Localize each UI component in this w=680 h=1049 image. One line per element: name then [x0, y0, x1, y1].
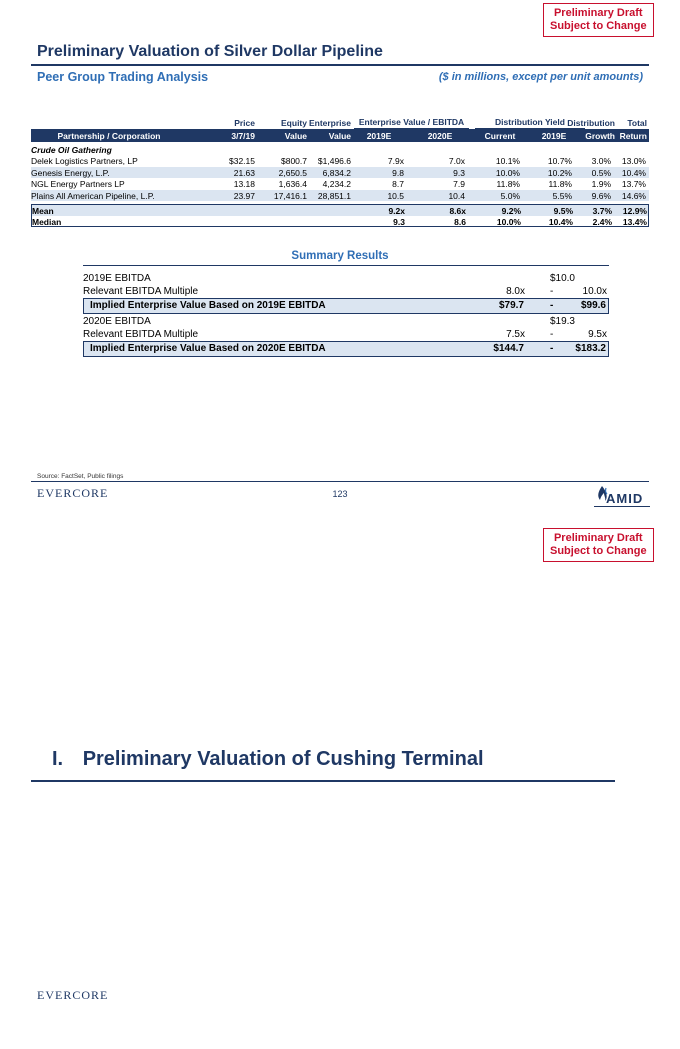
cell-price: 13.18: [233, 179, 255, 189]
units-note: ($ in millions, except per unit amounts): [438, 71, 643, 83]
hdr-enterprise: Enterprise: [308, 118, 351, 128]
mean-row: [32, 205, 648, 216]
implied-2020-low: $144.7: [493, 343, 524, 354]
cell-yc: 11.8%: [496, 179, 520, 189]
table-row: [31, 178, 649, 190]
ebitda-2019-value: $10.0: [549, 273, 575, 284]
section-title: Preliminary Valuation of Cushing Terminal: [82, 748, 484, 770]
table-header-bottom: [31, 129, 649, 142]
cell-growth: 9.6%: [591, 190, 611, 201]
cell-ev2019: 8.7: [392, 179, 404, 189]
draft-stamp-top: [543, 3, 654, 37]
cell-name: Genesis Energy, L.P.: [31, 167, 110, 178]
multiple-2020-dash: -: [550, 328, 554, 340]
cell-ev2019: 9.8: [392, 167, 404, 178]
multiple-2019-label: Relevant EBITDA Multiple: [83, 285, 199, 297]
draft-stamp-bottom: [543, 528, 654, 562]
cell-y19: 10.2%: [547, 167, 572, 178]
mean-growth: 3.7%: [592, 206, 612, 216]
ebitda-2019-label: 2019E EBITDA: [83, 273, 151, 284]
table-row: [31, 155, 649, 167]
hdr-ev-2019: 2019E: [366, 131, 392, 141]
cell-ev2020: 7.0x: [448, 156, 465, 166]
multiple-2020-label: Relevant EBITDA Multiple: [83, 328, 199, 340]
hdr-equity: Equity: [281, 118, 307, 128]
cell-name: Plains All American Pipeline, L.P.: [31, 190, 155, 201]
multiple-2020-low: 7.5x: [506, 328, 525, 340]
multiple-2019-line: [83, 286, 609, 299]
multiple-2019-dash: -: [550, 285, 554, 297]
cell-name: Delek Logistics Partners, LP: [31, 156, 138, 166]
table-row: [31, 167, 649, 179]
median-growth: 2.4%: [592, 216, 612, 227]
hdr-distribution: Distribution: [567, 118, 615, 128]
cell-equity: $800.7: [281, 156, 307, 166]
implied-2020-high: $183.2: [575, 343, 606, 354]
cell-y19: 11.8%: [548, 179, 572, 189]
hdr-dist-yield: Distribution Yield: [475, 117, 585, 129]
median-ev2020: 8.6: [454, 216, 466, 227]
hdr-yield-2019: 2019E: [541, 131, 567, 141]
hdr-yield-current: Current: [484, 131, 516, 141]
cell-ev: 28,851.1: [317, 190, 351, 201]
ebitda-2020-line: [83, 316, 609, 329]
cell-price: 21.63: [233, 167, 255, 178]
hdr-return: Return: [619, 131, 647, 141]
cell-growth: 1.9%: [591, 179, 611, 189]
summary-block-2020: [83, 316, 609, 357]
implied-2019-box: [83, 298, 609, 314]
cell-ev: 4,234.2: [322, 179, 351, 189]
multiple-2020-line: [83, 329, 609, 342]
title-rule: [31, 64, 649, 66]
cell-price: $32.15: [229, 156, 255, 166]
cell-price: 23.97: [233, 190, 255, 201]
multiple-2019-low: 8.0x: [506, 285, 525, 297]
page-number: 123: [332, 489, 348, 499]
peer-table: [31, 117, 649, 227]
cell-ret: 13.0%: [621, 156, 646, 166]
cell-ev2020: 10.4: [448, 190, 465, 201]
hdr-growth: Growth: [585, 131, 615, 141]
cell-yc: 5.0%: [500, 190, 520, 201]
ebitda-2020-label: 2020E EBITDA: [83, 316, 151, 327]
implied-2020-label: Implied Enterprise Value Based on 2020E EBITDA: [90, 343, 326, 354]
amid-logo: [594, 484, 650, 510]
cell-ev2019: 7.9x: [387, 156, 404, 166]
stats-box: [31, 204, 649, 227]
cell-ev: $1,496.6: [317, 156, 351, 166]
cell-ret: 10.4%: [621, 167, 646, 178]
cell-equity: 2,650.5: [278, 167, 307, 178]
cell-ev2020: 9.3: [453, 167, 465, 178]
mean-ev2020: 8.6x: [449, 206, 466, 216]
group-row: [31, 142, 649, 155]
median-yield-current: 10.0%: [496, 216, 521, 227]
mean-return: 12.9%: [622, 206, 647, 216]
cell-yc: 10.0%: [495, 167, 520, 178]
implied-2019-label: Implied Enterprise Value Based on 2019E EBITDA: [90, 300, 326, 311]
cell-name: NGL Energy Partners LP: [31, 179, 125, 189]
mean-yield-current: 9.2%: [501, 206, 521, 216]
ebitda-2019-line: [83, 273, 609, 286]
multiple-2020-high: 9.5x: [588, 328, 607, 340]
implied-2019-low: $79.7: [498, 300, 524, 311]
summary-rule: [83, 265, 609, 266]
stamp-line2-b: Subject to Change: [550, 545, 647, 557]
hdr-date: 3/7/19: [231, 131, 255, 141]
page-subtitle: Peer Group Trading Analysis: [37, 70, 209, 84]
multiple-2019-high: 10.0x: [582, 285, 607, 297]
cell-equity: 1,636.4: [278, 179, 307, 189]
cell-ev2020: 7.9: [453, 179, 465, 189]
median-row: [32, 216, 648, 227]
median-label: Median: [32, 216, 62, 227]
hdr-enterprise-value: Value: [328, 131, 351, 141]
mean-ev2019: 9.2x: [388, 206, 405, 216]
section-rule: [31, 780, 615, 782]
page-title: Preliminary Valuation of Silver Dollar Pipeline: [37, 43, 383, 60]
hdr-total: Total: [627, 118, 647, 128]
implied-2020-dash: -: [550, 343, 554, 354]
cell-ret: 13.7%: [621, 179, 646, 189]
mean-label: Mean: [32, 206, 54, 216]
cell-ret: 14.6%: [621, 190, 646, 201]
cell-equity: 17,416.1: [273, 190, 307, 201]
peer-rows: [31, 155, 649, 201]
amid-logo-text: AMID: [606, 491, 644, 506]
mean-yield-2019: 9.5%: [553, 206, 573, 216]
table-row: [31, 190, 649, 202]
hdr-ev-2020: 2020E: [427, 131, 453, 141]
stamp-line2: Subject to Change: [550, 20, 647, 32]
footer-rule: [31, 481, 649, 482]
summary-title: Summary Results: [291, 250, 389, 262]
hdr-ev-ebitda: Enterprise Value / EBITDA: [354, 117, 469, 129]
evercore-logo-2: EVERCORE: [37, 988, 109, 1002]
median-return: 13.4%: [622, 216, 647, 227]
stamp-line1-b: Preliminary Draft: [553, 532, 643, 544]
section-heading: [52, 748, 484, 771]
section-number: I.: [52, 748, 64, 770]
hdr-name: Partnership / Corporation: [57, 131, 161, 141]
implied-2019-dash: -: [550, 300, 554, 311]
median-ev2019: 9.3: [393, 216, 405, 227]
cell-growth: 3.0%: [591, 156, 611, 166]
cell-y19: 5.5%: [552, 190, 572, 201]
implied-2019-high: $99.6: [580, 300, 606, 311]
summary-block-2019: [83, 273, 609, 314]
cell-growth: 0.5%: [591, 167, 611, 178]
median-yield-2019: 10.4%: [548, 216, 573, 227]
cell-ev2019: 10.5: [387, 190, 404, 201]
cell-yc: 10.1%: [495, 156, 520, 166]
hdr-equity-value: Value: [284, 131, 307, 141]
evercore-logo: EVERCORE: [37, 486, 109, 500]
source-note: Source: FactSet, Public filings: [37, 473, 124, 480]
stamp-line1: Preliminary Draft: [553, 7, 643, 19]
hdr-price: Price: [234, 118, 255, 128]
table-header-top: [31, 117, 649, 129]
implied-2020-box: [83, 341, 609, 357]
group-label: Crude Oil Gathering: [31, 145, 112, 155]
cell-y19: 10.7%: [547, 156, 572, 166]
ebitda-2020-value: $19.3: [549, 316, 575, 327]
cell-ev: 6,834.2: [322, 167, 351, 178]
